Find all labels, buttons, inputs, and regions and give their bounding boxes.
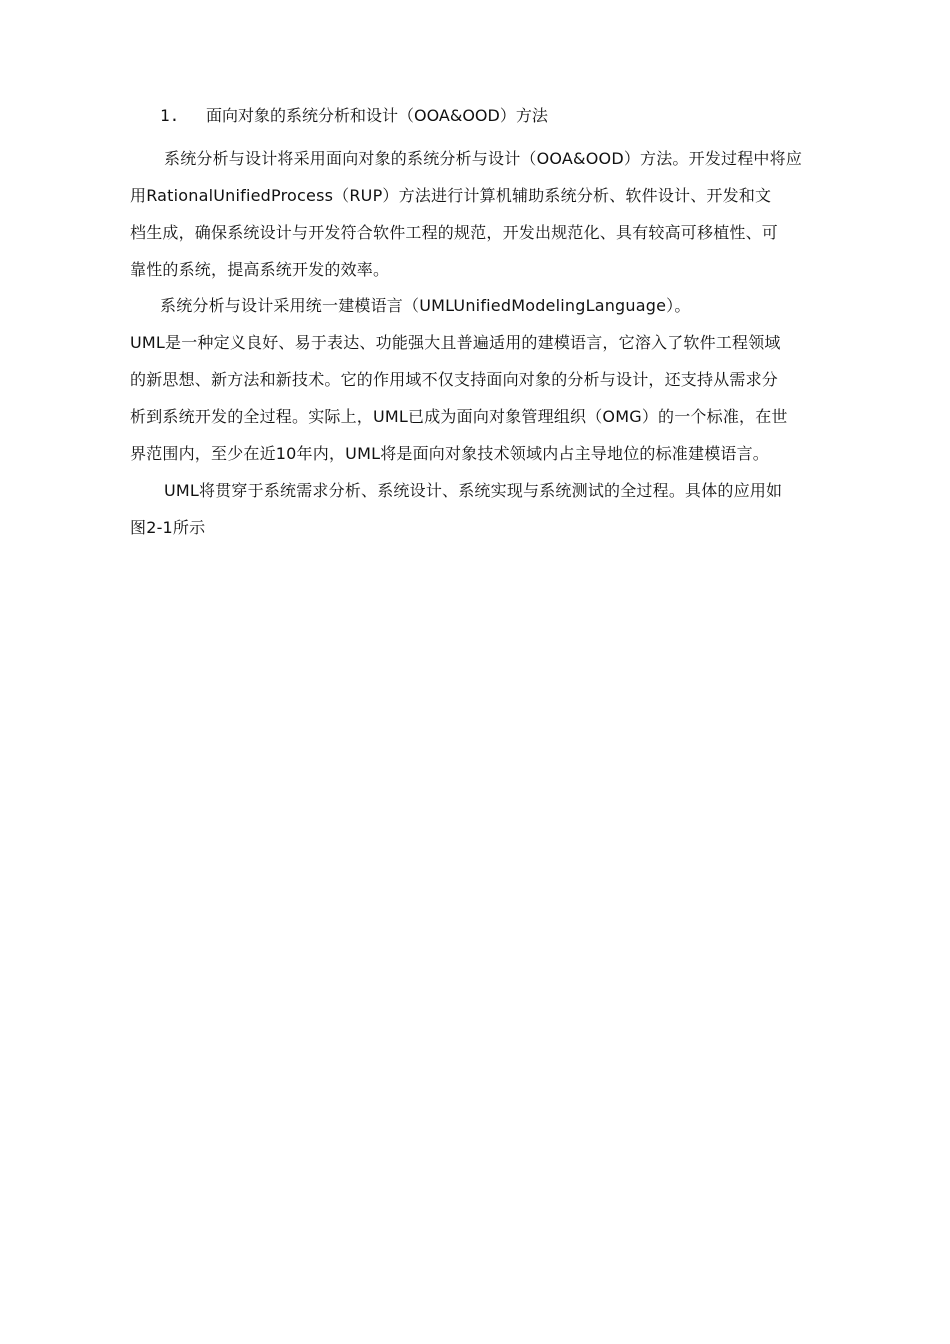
paragraph-line: 档生成，确保系统设计与开发符合软件工程的规范，开发出规范化、具有较高可移植性、可 (130, 223, 779, 242)
paragraph-line: 析到系统开发的全过程。实际上，UML已成为面向对象管理组织（OMG）的一个标准，在世 (130, 407, 788, 426)
paragraph-line: 用RationalUnifiedProcess（RUP）方法进行计算机辅助系统分析、软件设计、开发和文 (130, 186, 772, 205)
section-heading (160, 98, 548, 134)
paragraph-uml (130, 287, 822, 472)
section-title: 面向对象的系统分析和设计（OOA&OOD）方法 (206, 106, 548, 125)
paragraph-line: 图2-1所示 (130, 518, 206, 537)
paragraph-line: 的新思想、新方法和新技术。它的作用域不仅支持面向对象的分析与设计，还支持从需求分 (130, 370, 779, 389)
paragraph-ooa-ood (130, 140, 822, 288)
paragraph-line: 界范围内，至少在近10年内，UML将是面向对象技术领域内占主导地位的标准建模语言。 (130, 444, 769, 463)
paragraph-line: 靠性的系统，提高系统开发的效率。 (130, 260, 390, 279)
paragraph-line: 系统分析与设计采用统一建模语言（UMLUnifiedModelingLanguage）。 (160, 296, 691, 315)
paragraph-uml-application (130, 472, 822, 546)
paragraph-line: 系统分析与设计将采用面向对象的系统分析与设计（OOA&OOD）方法。开发过程中将应 (164, 149, 803, 168)
paragraph-line: UML将贯穿于系统需求分析、系统设计、系统实现与系统测试的全过程。具体的应用如 (164, 481, 783, 500)
paragraph-line: UML是一种定义良好、易于表达、功能强大且普遍适用的建模语言，它溶入了软件工程领域 (130, 333, 781, 352)
section-number: 1. (160, 106, 180, 125)
